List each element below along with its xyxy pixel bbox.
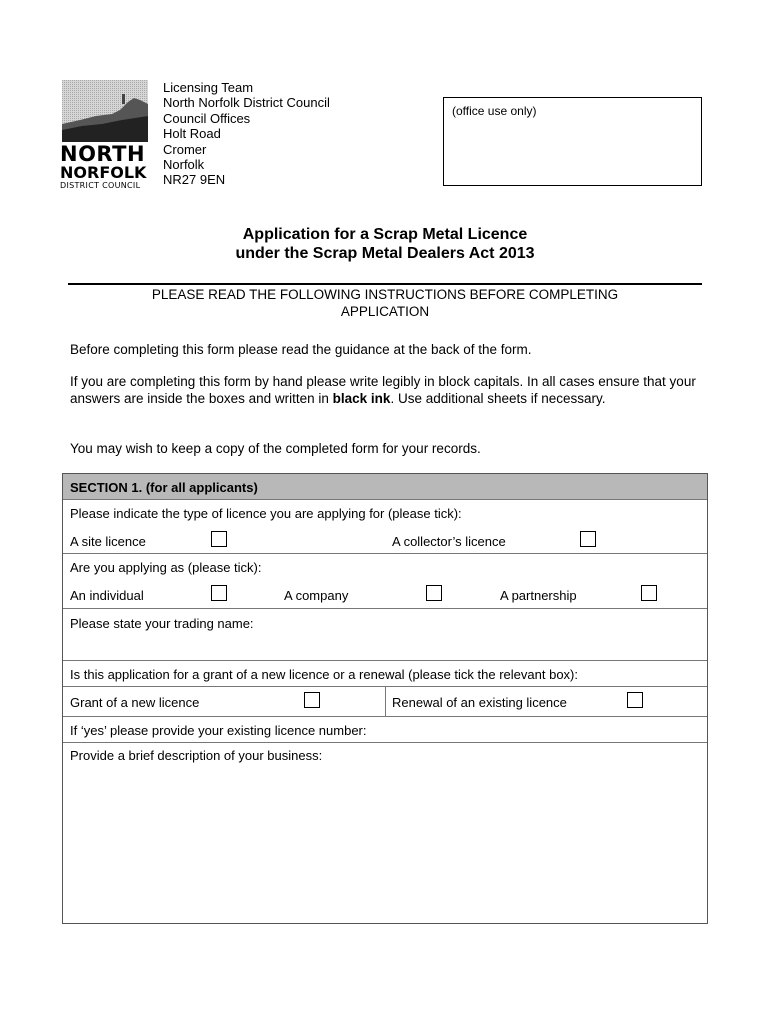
renewal-label: Renewal of an existing licence xyxy=(392,695,567,710)
guidance-paragraph: Before completing this form please read the guidance at the back of the form. xyxy=(70,342,532,357)
licence-type-question: Please indicate the type of licence you are applying for (please tick): xyxy=(70,506,462,521)
company-checkbox[interactable] xyxy=(426,585,442,601)
section1-title: SECTION 1. (for all applicants) xyxy=(70,480,258,495)
business-description-label: Provide a brief description of your business: xyxy=(70,748,323,763)
trading-name-label: Please state your trading name: xyxy=(70,616,254,631)
address-line: Council Offices xyxy=(163,110,251,126)
licence-type-row xyxy=(63,500,707,554)
address-line: Norfolk xyxy=(163,157,205,173)
instructions-line1: PLEASE READ THE FOLLOWING INSTRUCTIONS BEFORE COMPLETING xyxy=(151,287,619,302)
address-line: North Norfolk District Council xyxy=(163,95,330,111)
address-line: Holt Road xyxy=(163,126,221,142)
council-logo xyxy=(60,80,150,190)
grant-renewal-question-row xyxy=(63,661,707,687)
title-divider xyxy=(68,283,702,285)
collectors-licence-label: A collector’s licence xyxy=(392,534,506,549)
site-licence-label: A site licence xyxy=(70,534,146,549)
individual-checkbox[interactable] xyxy=(211,585,227,601)
records-paragraph: You may wish to keep a copy of the completed form for your records. xyxy=(70,441,481,456)
renewal-checkbox[interactable] xyxy=(627,692,643,708)
grant-renewal-question: Is this application for a grant of a new licence or a renewal (please tick the relevant box): xyxy=(70,667,578,682)
options-divider xyxy=(385,687,386,716)
applicant-type-row xyxy=(63,554,707,609)
form-title-line1: Application for a Scrap Metal Licence xyxy=(242,226,528,243)
grant-renewal-options-row xyxy=(63,687,707,717)
logo-text-north: NORTH xyxy=(60,142,146,166)
address-line: NR27 9EN xyxy=(163,172,226,188)
collectors-licence-checkbox[interactable] xyxy=(580,531,596,547)
office-use-box xyxy=(443,97,702,186)
section1-header xyxy=(63,474,707,500)
office-use-label: (office use only) xyxy=(452,104,537,118)
address-line: Cromer xyxy=(163,141,207,157)
partnership-checkbox[interactable] xyxy=(641,585,657,601)
section1-form xyxy=(62,473,708,924)
business-description-field[interactable] xyxy=(63,743,707,923)
council-logo-graphic xyxy=(62,80,148,142)
black-ink-emphasis: black ink xyxy=(332,391,391,406)
individual-label: An individual xyxy=(70,588,144,603)
logo-text-district-council: DISTRICT COUNCIL xyxy=(60,181,141,190)
site-licence-checkbox[interactable] xyxy=(211,531,227,547)
partnership-label: A partnership xyxy=(500,588,577,603)
existing-licence-label: If ‘yes’ please provide your existing licence number: xyxy=(70,723,367,738)
instructions-line2: APPLICATION xyxy=(340,303,430,319)
applying-as-question: Are you applying as (please tick): xyxy=(70,560,262,575)
handwriting-text: If you are completing this form by hand please write legibly in block capitals. In all cases ensure that your answers are inside the boxes and written in xyxy=(70,374,696,406)
trading-name-field[interactable] xyxy=(63,609,707,661)
handwriting-paragraph xyxy=(70,373,700,407)
logo-text-norfolk: NORFOLK xyxy=(60,163,147,182)
handwriting-text-end: . Use additional sheets if necessary. xyxy=(390,391,606,406)
grant-new-checkbox[interactable] xyxy=(304,692,320,708)
form-title-line2: under the Scrap Metal Dealers Act 2013 xyxy=(235,245,535,262)
instructions-heading xyxy=(68,287,702,320)
grant-new-label: Grant of a new licence xyxy=(70,695,200,710)
council-address xyxy=(163,80,330,188)
existing-licence-number-field[interactable] xyxy=(63,717,707,743)
address-line: Licensing Team xyxy=(163,80,254,95)
company-label: A company xyxy=(284,588,349,603)
